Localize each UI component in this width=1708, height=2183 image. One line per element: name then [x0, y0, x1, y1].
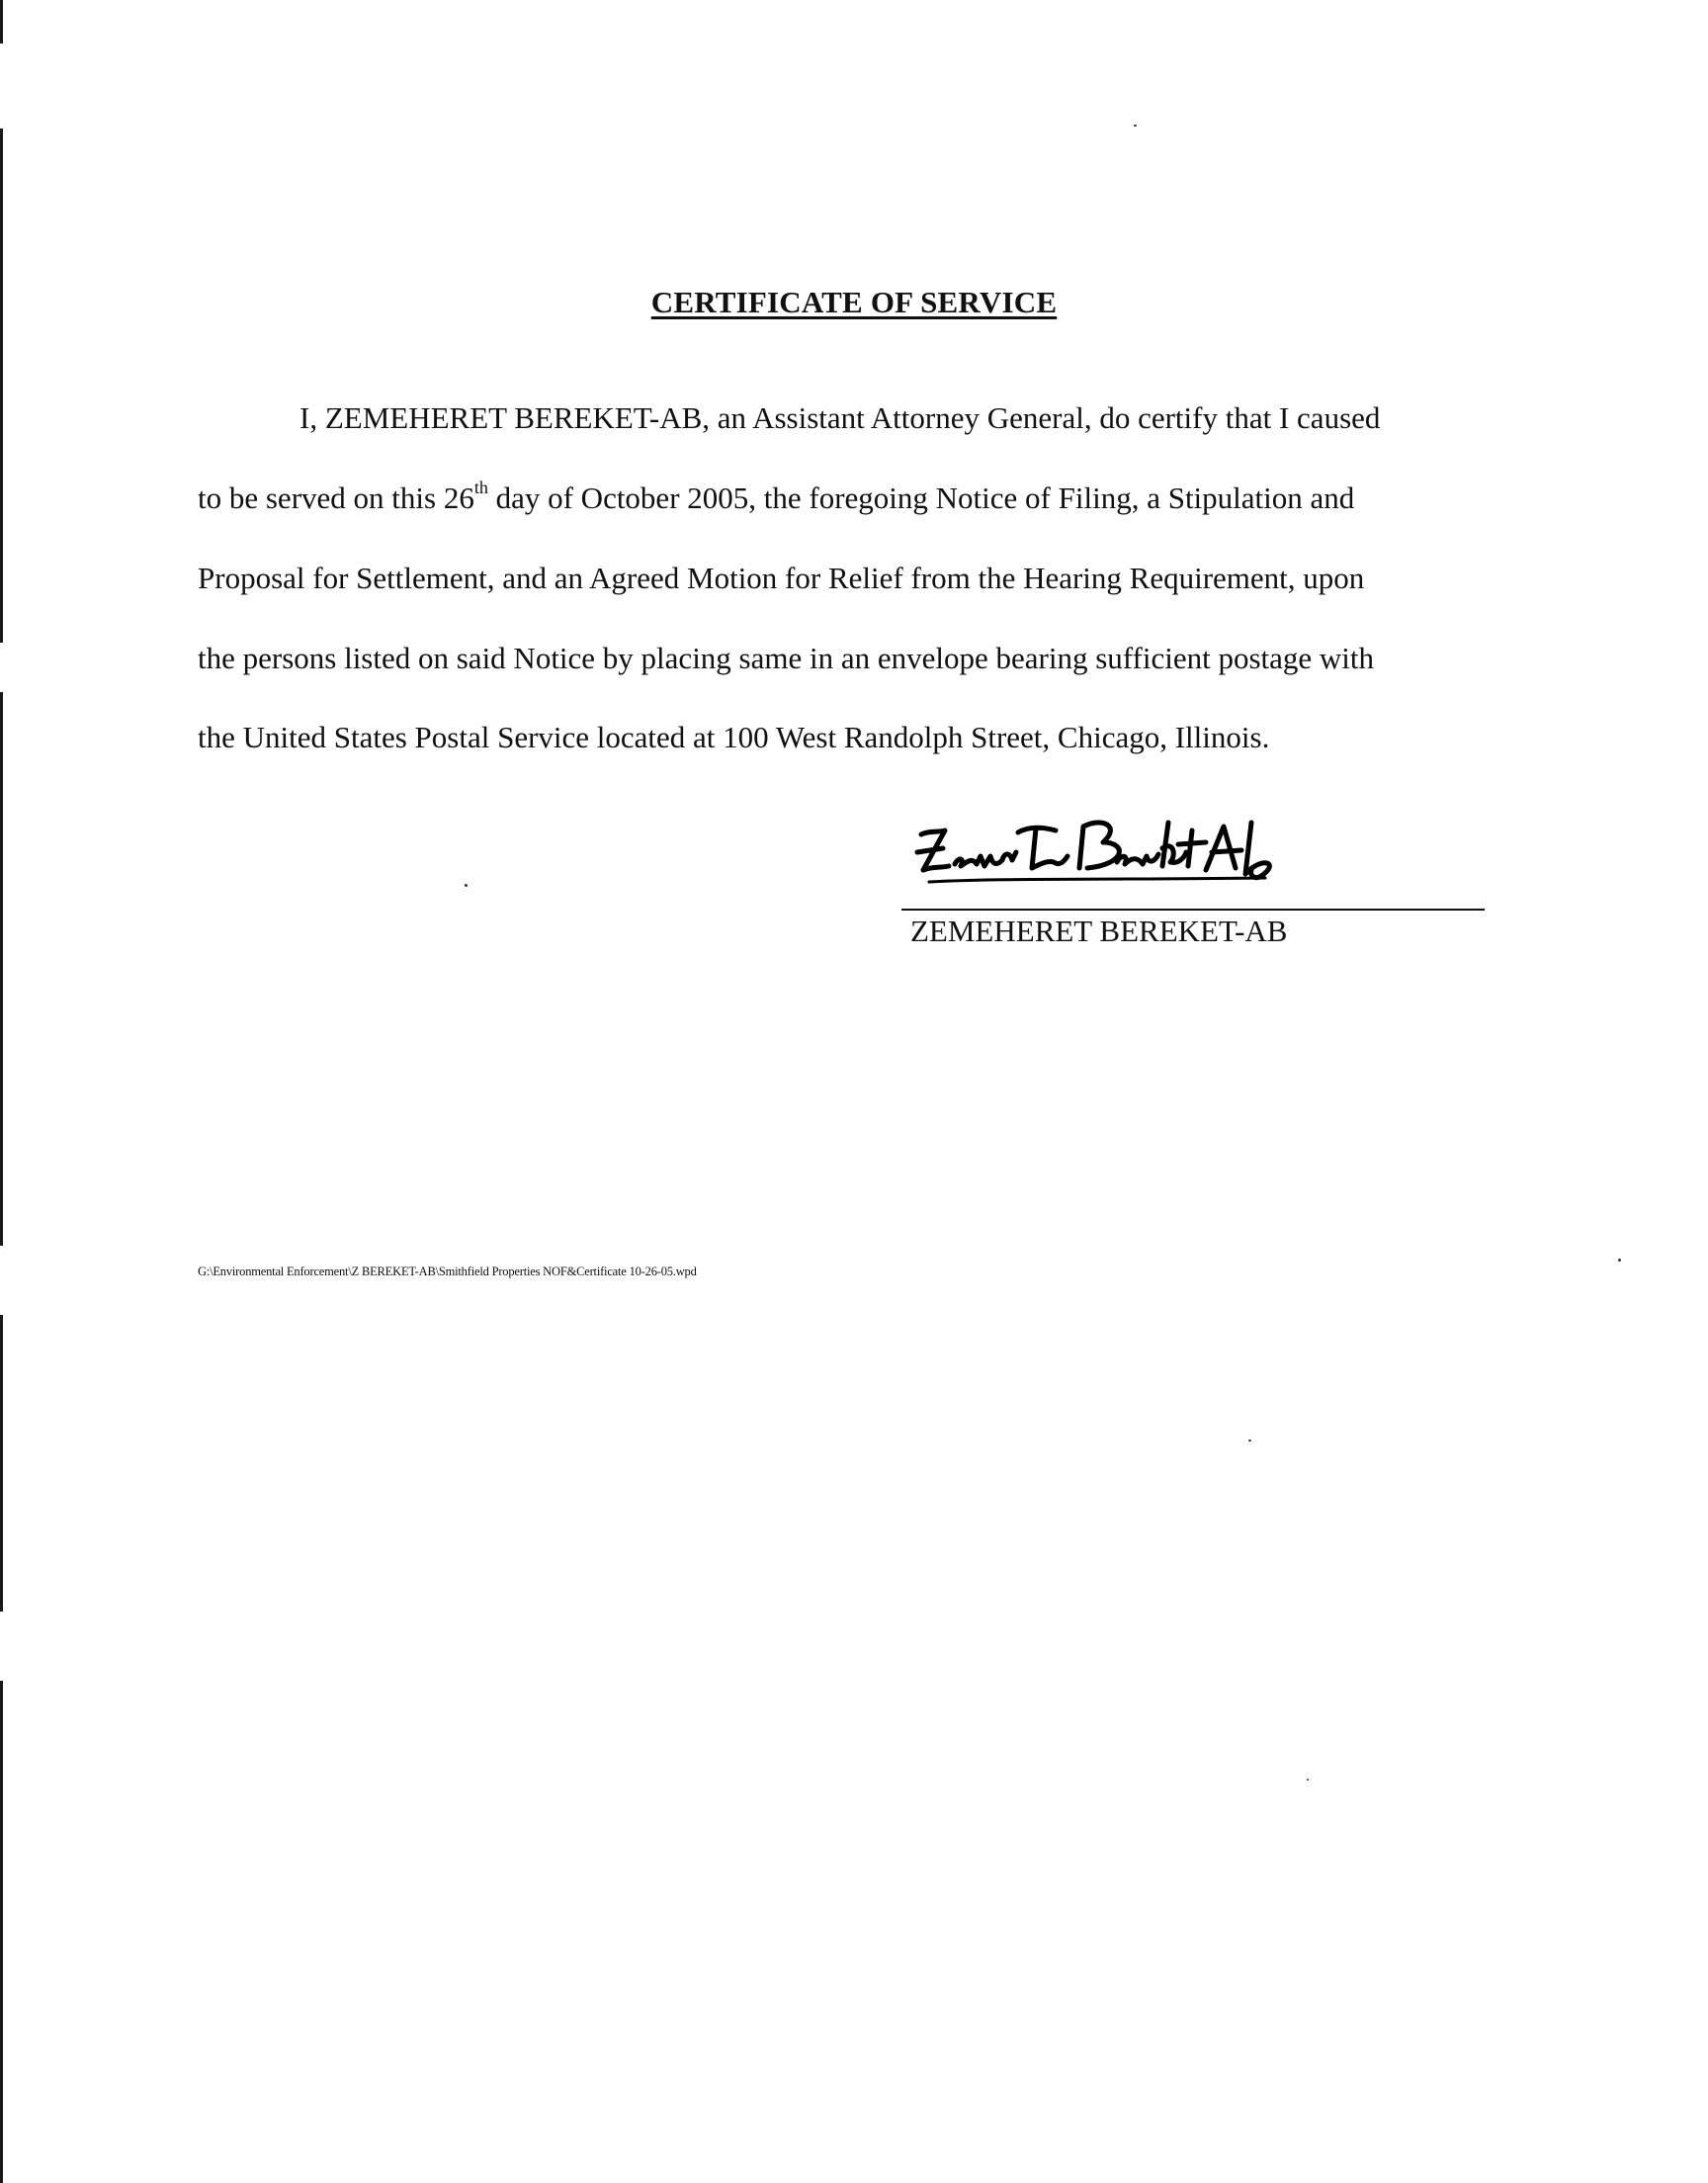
signature-stroke — [955, 852, 1016, 866]
signature-stroke — [1018, 828, 1068, 868]
scan-edge-mid — [0, 692, 3, 1246]
scan-speck — [1618, 1259, 1621, 1262]
signer-name: ZEMEHERET BEREKET-AB — [910, 914, 1288, 948]
signature-stroke — [929, 878, 1265, 882]
body-line-2-end: day of October 2005, the foregoing Notice of Filing, a Stipulation and — [487, 480, 1355, 515]
scan-edge-main — [0, 129, 3, 643]
signature-stroke — [1117, 854, 1158, 864]
signature-line — [901, 909, 1485, 911]
body-line-2-start: to be served on this 26 — [198, 480, 474, 515]
scan-edge-low — [0, 1315, 3, 1612]
signature-stroke — [1079, 823, 1119, 868]
signature-stroke — [1206, 827, 1241, 870]
body-line-3: Proposal for Settlement, and an Agreed Motion for Relief from the Hearing Requirement, upon — [198, 561, 1365, 595]
body-line-2 — [198, 477, 1355, 516]
scan-speck — [1134, 125, 1137, 127]
handwritten-signature — [909, 813, 1324, 912]
scan-edge-top — [0, 0, 3, 44]
scan-speck — [465, 884, 468, 887]
scan-speck — [1248, 1440, 1251, 1441]
body-line-1: I, ZEMEHERET BEREKET-AB, an Assistant Attorney General, do certify that I caused — [299, 400, 1381, 435]
body-line-5: the United States Postal Service located at 100 West Randolph Street, Chicago, Illinois. — [198, 720, 1270, 754]
document-title: CERTIFICATE OF SERVICE — [650, 285, 1058, 319]
scan-speck — [1307, 1779, 1309, 1781]
signature-stroke — [917, 848, 943, 852]
scan-edge-bottom — [0, 1681, 3, 2183]
ordinal-suffix: th — [473, 477, 488, 497]
signature-stroke — [1245, 823, 1269, 878]
file-path-footer: G:\Environmental Enforcement\Z BEREKET-AB\Smithfield Properties NOF&Certificate 10-26-05.wpd — [198, 1265, 697, 1278]
body-line-4: the persons listed on said Notice by placing same in an envelope bearing sufficient postage with — [198, 641, 1375, 675]
